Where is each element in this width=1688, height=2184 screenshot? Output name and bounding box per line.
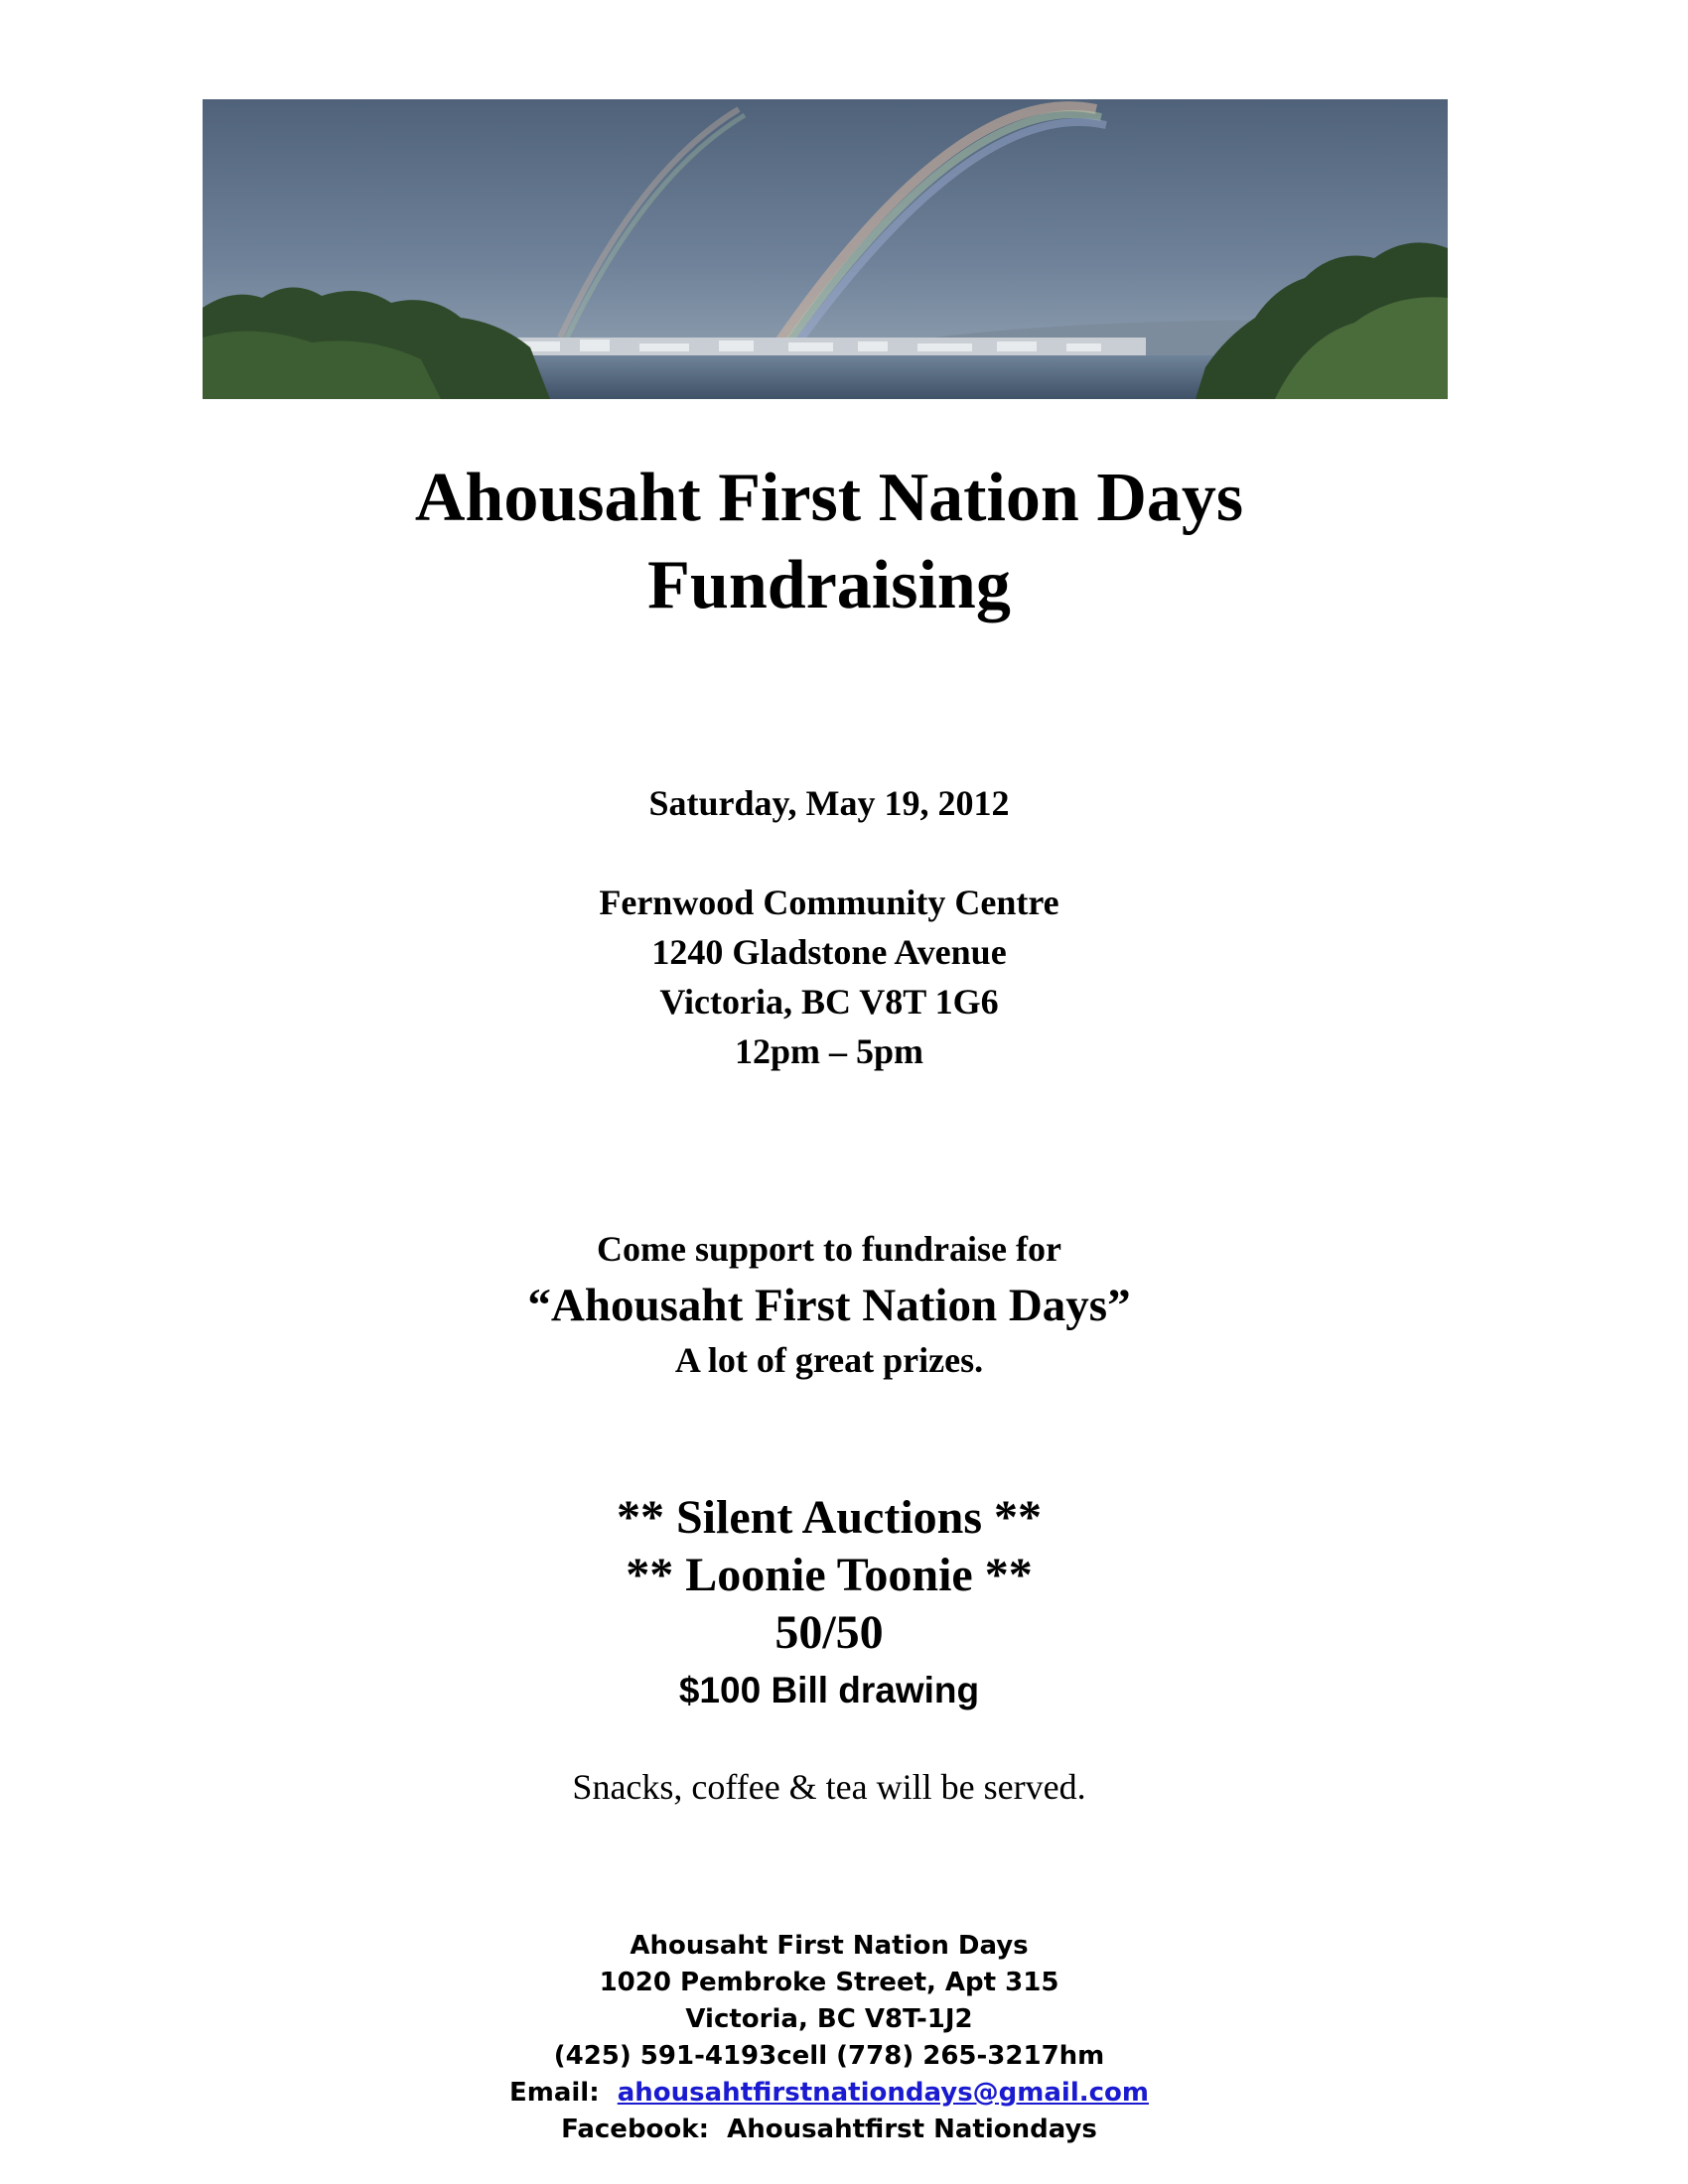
contact-city: Victoria, BC V8T-1J2: [685, 2004, 973, 2034]
event-venue: [0, 878, 1658, 1076]
email-label: Email:: [509, 2078, 600, 2108]
loonie-toonie: ** Loonie Toonie **: [626, 1549, 1033, 1601]
contact-phones: (425) 591-4193cell (778) 265-3217hm: [553, 2041, 1105, 2071]
title-line-1: Ahousaht First Nation Days: [414, 460, 1244, 536]
rainbow-banner-photo: [203, 99, 1448, 399]
facebook-label: Facebook:: [561, 2115, 709, 2144]
venue-city: Victoria, BC V8T 1G6: [659, 982, 999, 1022]
page-title: [0, 455, 1658, 629]
support-quote: “Ahousaht First Nation Days”: [527, 1280, 1131, 1331]
email-link[interactable]: ahousahtfirstnationdays@gmail.com: [617, 2078, 1149, 2108]
support-prizes: A lot of great prizes.: [674, 1340, 984, 1380]
event-date: Saturday, May 19, 2012: [648, 783, 1010, 823]
snacks-note: Snacks, coffee & tea will be served.: [572, 1767, 1086, 1807]
contact-street: 1020 Pembroke Street, Apt 315: [599, 1968, 1059, 1997]
activities-section: [0, 1489, 1658, 1719]
rainbow-harbor-image: [203, 99, 1448, 399]
contact-org: Ahousaht First Nation Days: [630, 1931, 1029, 1961]
facebook-name: Ahousahtfirst Nationdays: [727, 2115, 1097, 2144]
venue-name: Fernwood Community Centre: [599, 883, 1059, 922]
title-line-2: Fundraising: [647, 547, 1011, 623]
bill-drawing: $100 Bill drawing: [678, 1670, 980, 1710]
fifty-fifty: 50/50: [774, 1606, 884, 1659]
contact-email-line: [0, 2075, 1658, 2112]
support-intro: Come support to fundraise for: [597, 1229, 1061, 1269]
contact-info: [0, 1928, 1658, 2148]
event-time: 12pm – 5pm: [734, 1031, 924, 1071]
silent-auctions: ** Silent Auctions **: [616, 1491, 1043, 1544]
contact-facebook-line: [0, 2112, 1658, 2148]
support-section: [0, 1223, 1658, 1384]
venue-street: 1240 Gladstone Avenue: [651, 932, 1007, 972]
